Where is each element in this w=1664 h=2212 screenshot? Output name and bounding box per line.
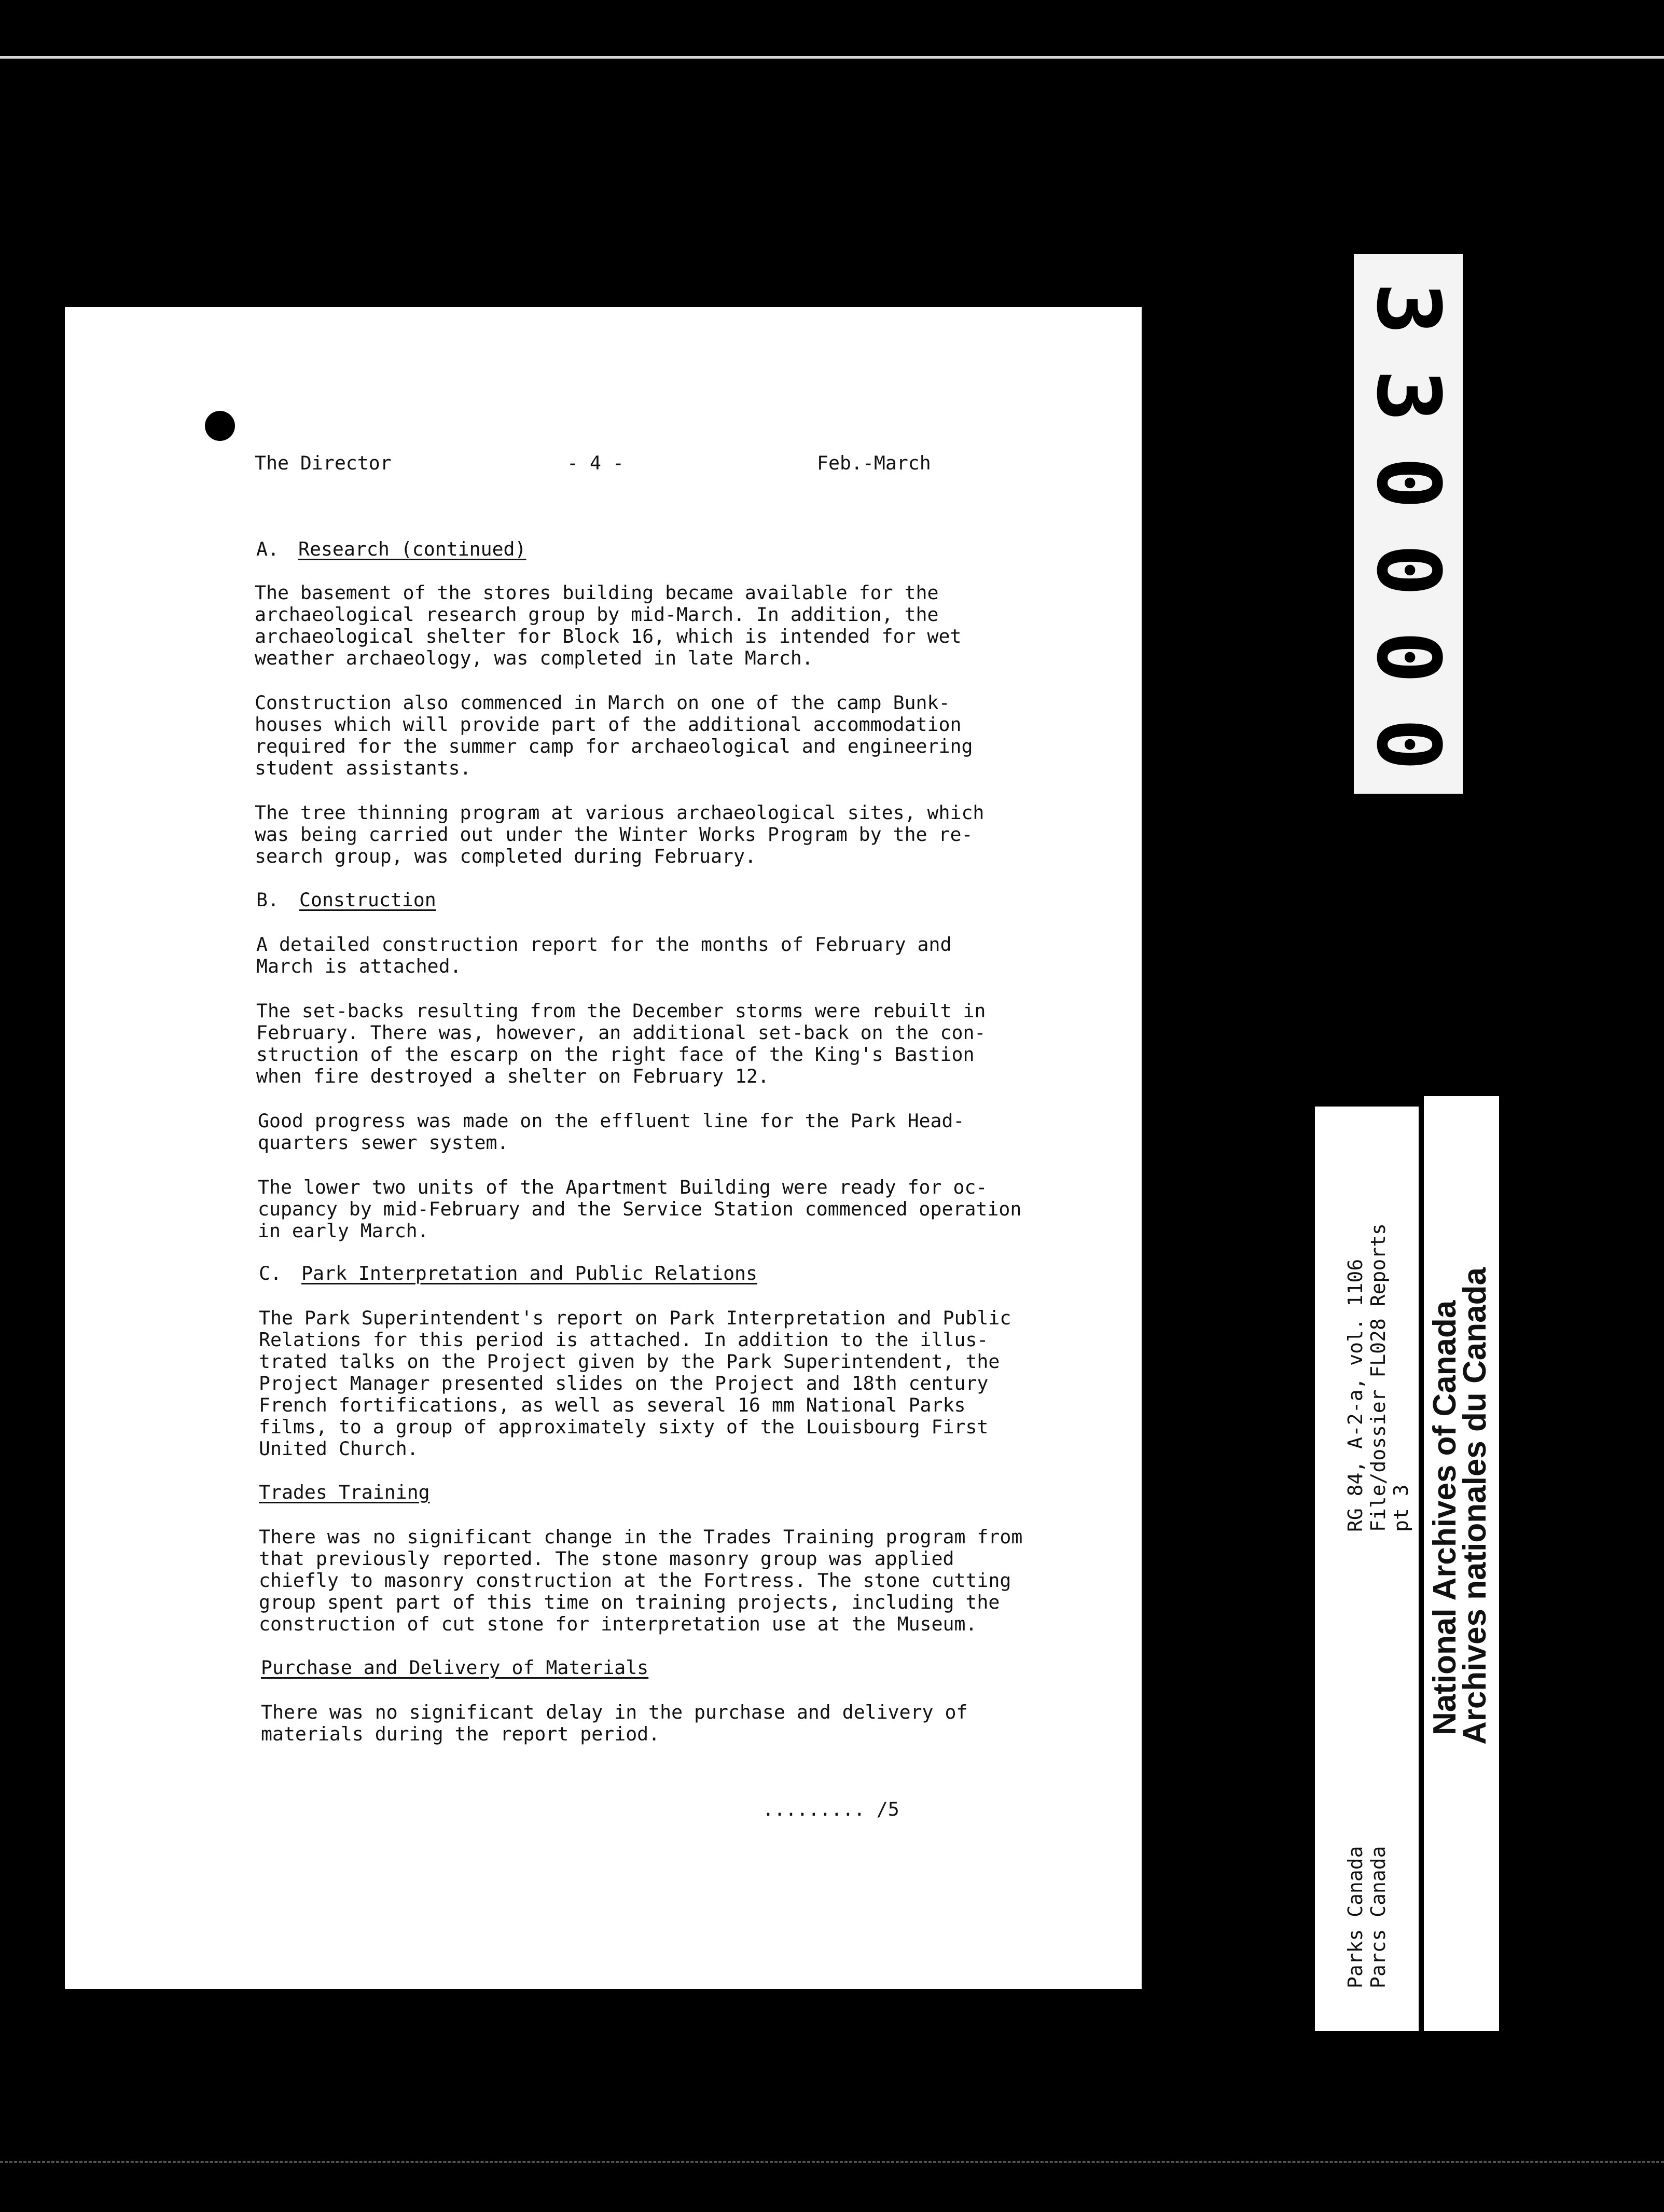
paragraph-line: French fortifications, as well as several 16 mm National Parks xyxy=(259,1394,966,1416)
archive-reference-strip xyxy=(1315,1107,1419,2031)
paragraph-line: archaeological shelter for Block 16, which is intended for wet xyxy=(255,625,962,647)
paragraph-line: A detailed construction report for the months of February and xyxy=(256,933,952,956)
paragraph-line: Project Manager presented slides on the Project and 18th century xyxy=(259,1372,989,1394)
paragraph-line: group spent part of this time on training projects, including the xyxy=(259,1591,1000,1613)
paragraph-line: Good progress was made on the effluent line for the Park Head- xyxy=(258,1110,965,1132)
paragraph-line: films, to a group of approximately sixty of the Louisbourg First xyxy=(259,1416,989,1438)
frame-digit: 0 xyxy=(1357,718,1459,771)
paragraph-line: houses which will provide part of the additional accommodation xyxy=(255,713,962,736)
section-heading-research: Research (continued) xyxy=(298,538,526,560)
continuation-marker: ......... /5 xyxy=(762,1798,899,1820)
punch-hole xyxy=(205,411,235,441)
frame-digit: 0 xyxy=(1357,544,1459,597)
paragraph-line: was being carried out under the Winter Works Program by the re- xyxy=(255,823,973,846)
section-heading-trades: Trades Training xyxy=(259,1481,430,1503)
archives-name-fr: Archives nationales du Canada xyxy=(1457,1267,1493,1745)
paragraph-line: chiefly to masonry construction at the Fortress. The stone cutting xyxy=(259,1569,1011,1592)
frame-digit: 0 xyxy=(1357,631,1459,684)
film-edge-bottom xyxy=(0,2161,1664,2165)
paragraph-line: There was no significant change in the Trades Training program from xyxy=(259,1526,1023,1548)
agency-line: Parks Canada xyxy=(1344,1846,1367,1988)
paragraph-line: The lower two units of the Apartment Building were ready for oc- xyxy=(258,1176,988,1198)
paragraph-line: when fire destroyed a shelter on February 12. xyxy=(256,1065,769,1087)
frame-digit: 0 xyxy=(1357,457,1459,509)
paragraph-line: United Church. xyxy=(259,1437,419,1460)
page-number: - 4 - xyxy=(567,452,624,474)
paragraph-line: The Park Superintendent's report on Park Interpretation and Public xyxy=(259,1307,1011,1329)
paragraph-line: Construction also commenced in March on one of the camp Bunk- xyxy=(255,692,950,714)
paragraph-line: struction of the escarp on the right face of the King's Bastion xyxy=(256,1043,975,1066)
document-page xyxy=(65,307,1142,1989)
section-heading-purchase: Purchase and Delivery of Materials xyxy=(261,1656,649,1679)
paragraph-line: February. There was, however, an additional set-back on the con- xyxy=(256,1021,986,1044)
paragraph-line: in early March. xyxy=(258,1220,429,1242)
header-date: Feb.-March xyxy=(817,452,931,474)
paragraph-line: that previously reported. The stone masonry group was applied xyxy=(259,1547,954,1570)
frame-digit: 3 xyxy=(1357,282,1459,335)
paragraph-line: search group, was completed during February. xyxy=(255,845,756,867)
national-archives-strip xyxy=(1424,1096,1499,2031)
header-addressee: The Director xyxy=(255,452,392,474)
paragraph-line: Relations for this period is attached. In addition to the illus- xyxy=(259,1329,989,1351)
section-letter-b: B. xyxy=(256,889,279,911)
paragraph-line: quarters sewer system. xyxy=(258,1131,509,1154)
film-edge-top xyxy=(0,56,1664,59)
paragraph-line: March is attached. xyxy=(256,955,462,977)
archive-reference-line: RG 84, A-2-a, vol. 1106 xyxy=(1344,1259,1367,1532)
paragraph-line: There was no significant delay in the purchase and delivery of xyxy=(261,1701,968,1723)
frame-number-card xyxy=(1354,254,1463,794)
paragraph-line: The set-backs resulting from the December storms were rebuilt in xyxy=(256,1000,986,1022)
section-heading-construction: Construction xyxy=(299,889,436,911)
section-letter-a: A. xyxy=(256,538,279,560)
paragraph-line: archaeological research group by mid-March. In addition, the xyxy=(255,603,939,626)
paragraph-line: weather archaeology, was completed in late March. xyxy=(255,647,813,669)
paragraph-line: construction of cut stone for interpretation use at the Museum. xyxy=(259,1613,977,1635)
paragraph-line: The basement of the stores building became available for the xyxy=(255,582,939,604)
paragraph-line: student assistants. xyxy=(255,757,472,779)
section-heading-interpretation: Park Interpretation and Public Relations xyxy=(301,1262,757,1284)
section-letter-c: C. xyxy=(259,1262,282,1284)
archive-reference-line: File/dossier FL028 Reports xyxy=(1367,1223,1390,1532)
archives-name-en: National Archives of Canada xyxy=(1427,1300,1463,1735)
paragraph-line: cupancy by mid-February and the Service Station commenced operation xyxy=(258,1198,1022,1220)
paragraph-line: trated talks on the Project given by the Park Superintendent, the xyxy=(259,1350,1000,1373)
paragraph-line: materials during the report period. xyxy=(261,1723,660,1745)
frame-digit: 3 xyxy=(1357,369,1459,422)
archive-reference-line: pt 3 xyxy=(1390,1484,1412,1532)
agency-line: Parcs Canada xyxy=(1367,1846,1390,1988)
paragraph-line: The tree thinning program at various archaeological sites, which xyxy=(255,801,984,824)
paragraph-line: required for the summer camp for archaeological and engineering xyxy=(255,735,973,757)
